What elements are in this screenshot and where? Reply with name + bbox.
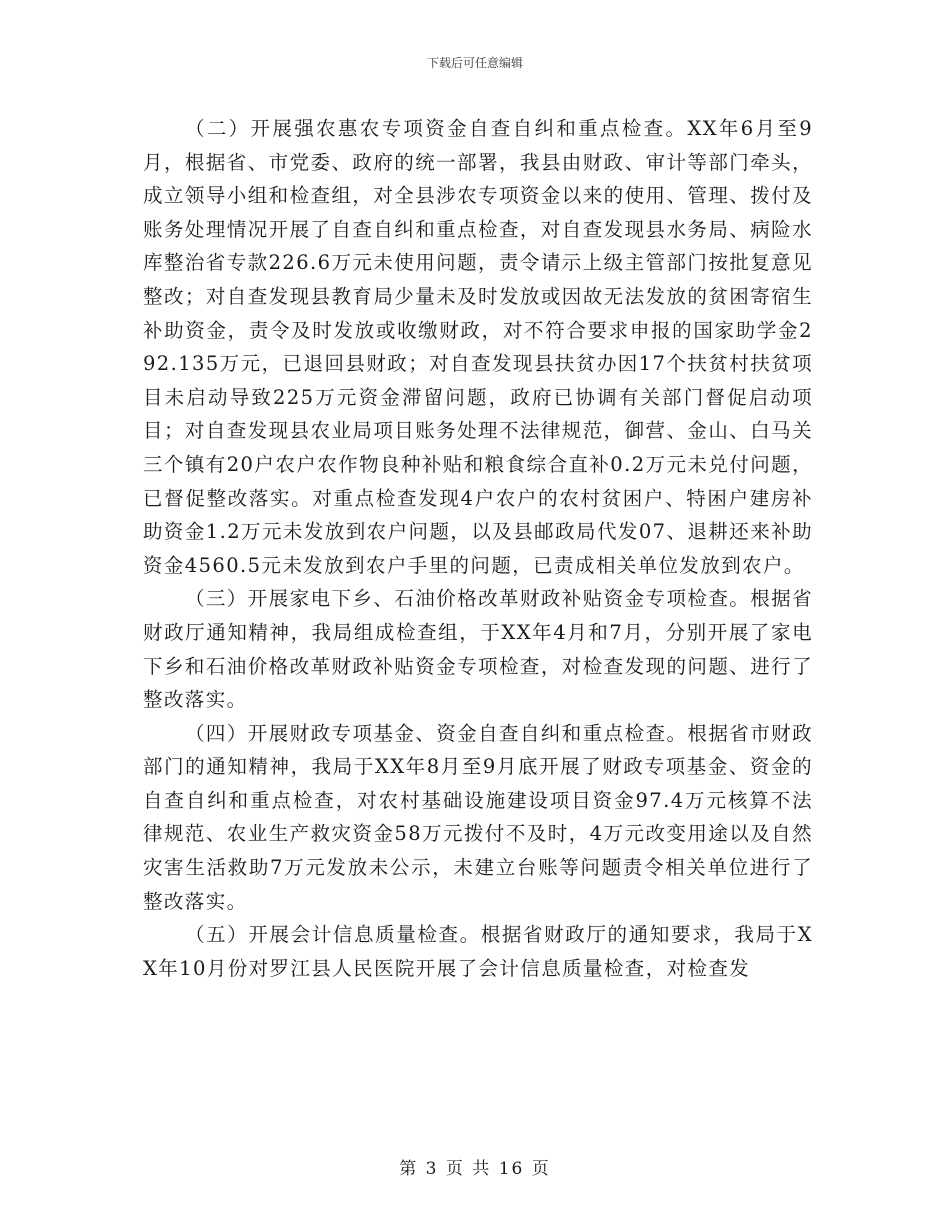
- paragraph-2: （二）开展强农惠农专项资金自查自纠和重点检查。XX年6月至9月，根据省、市党委、政府的统一部署，我县由财政、审计等部门牵头，成立领导小组和检查组，对全县涉农专项资金以来的使用、管理、拨付及账务处理情况开展了自查自纠和重点检查，对自查发现县水务局、病险水库整治省专款226.6万元未使用问题，责令请示上级主管部门按批复意见整改；对自查发现县教育局少量未及时发放或因故无法发放的贫困寄宿生补助资金，责令及时发放或收缴财政，对不符合要求申报的国家助学金292.135万元，已退回县财政；对自查发现县扶贫办因17个扶贫村扶贫项目未启动导致225万元资金滞留问题，政府已协调有关部门督促启动项目；对自查发现县农业局项目账务处理不法律规范，御营、金山、白马关三个镇有20户农户农作物良种补贴和粮食综合直补0.2万元未兑付问题，已督促整改落实。对重点检查发现4户农户的农村贫困户、特困户建房补助资金1.2万元未发放到农户问题，以及县邮政局代发07、退耕还来补助资金4560.5元未发放到农户手里的问题，已责成相关单位发放到农户。: [143, 117, 813, 577]
- page-header: 下载后可任意编辑: [426, 56, 523, 70]
- paragraph-5: （五）开展会计信息质量检查。根据省财政厅的通知要求，我局于XX年10月份对罗江县人民医院开展了会计信息质量检查，对检查发: [143, 923, 813, 980]
- paragraph-3: （三）开展家电下乡、石油价格改革财政补贴资金专项检查。根据省财政厅通知精神，我局组成检查组，于XX年4月和7月，分别开展了家电下乡和石油价格改革财政补贴资金专项检查，对检查发现的问题、进行了整改落实。: [143, 587, 813, 712]
- document-body: [143, 112, 813, 985]
- page-number-footer: 第 3 页 共 16 页: [399, 1159, 551, 1179]
- paragraph-4: （四）开展财政专项基金、资金自查自纠和重点检查。根据省市财政部门的通知精神，我局于XX年8月至9月底开展了财政专项基金、资金的自查自纠和重点检查，对农村基础设施建设项目资金97.4万元核算不法律规范、农业生产救灾资金58万元拨付不及时，4万元改变用途以及自然灾害生活救助7万元发放未公示，未建立台账等问题责令相关单位进行了整改落实。: [143, 721, 813, 913]
